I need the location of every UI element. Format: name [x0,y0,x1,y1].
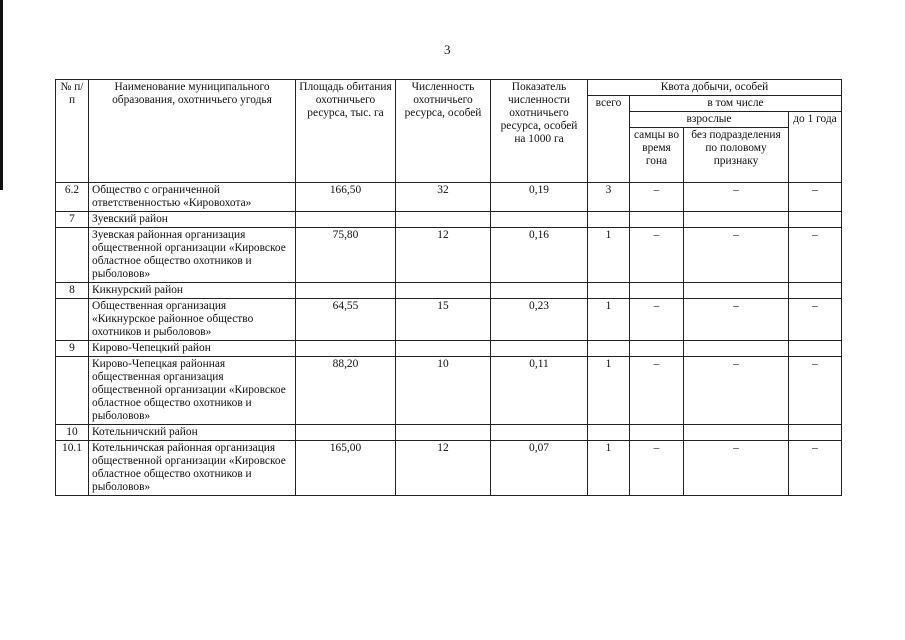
header-nosex: без подразделения по половому признаку [684,128,789,183]
header-including: в том числе [630,96,842,112]
table-row [56,425,842,441]
cell-males: – [630,228,684,283]
cell-males: – [630,183,684,212]
cell-num: 9 [56,341,89,357]
header-count: Численность охотничьего ресурса, особей [396,80,491,183]
header-area: Площадь обитания охотничьего ресурса, тыс. га [296,80,396,183]
cell-count: 15 [396,299,491,341]
header-num: № п/п [56,80,89,183]
cell-total [588,212,630,228]
cell-area: 165,00 [296,441,396,496]
cell-count: 12 [396,228,491,283]
cell-nosex [684,341,789,357]
cell-males: – [630,299,684,341]
cell-num: 7 [56,212,89,228]
table-row [56,212,842,228]
header-adults: взрослые [630,112,789,128]
quota-table [55,79,842,496]
table-row [56,341,842,357]
cell-density: 0,23 [491,299,588,341]
cell-name: Общественная организация «Кикнурское районное общество охотников и рыболовов» [89,299,296,341]
cell-under1: – [789,441,842,496]
cell-males: – [630,441,684,496]
header-density: Показатель численности охотничьего ресурса, особей на 1000 га [491,80,588,183]
cell-name: Кирово-Чепецкая районная общественная организация общественной организации «Кировское областное общество охотников и рыболовов» [89,357,296,425]
cell-num [56,299,89,341]
cell-density [491,341,588,357]
header-quota: Квота добычи, особей [588,80,842,96]
cell-under1: – [789,228,842,283]
cell-name: Кирово-Чепецкий район [89,341,296,357]
cell-density: 0,19 [491,183,588,212]
cell-nosex: – [684,299,789,341]
header-males: самцы во время гона [630,128,684,183]
cell-num [56,228,89,283]
scan-edge-bar [0,0,3,190]
cell-num [56,357,89,425]
cell-num: 6.2 [56,183,89,212]
cell-under1 [789,341,842,357]
cell-males [630,283,684,299]
cell-nosex: – [684,228,789,283]
cell-males [630,341,684,357]
cell-area: 75,80 [296,228,396,283]
cell-name: Котельничская районная организация общественной организации «Кировское областное общество охотников и рыболовов» [89,441,296,496]
cell-area [296,425,396,441]
cell-nosex [684,212,789,228]
cell-total [588,425,630,441]
cell-density: 0,16 [491,228,588,283]
cell-males [630,212,684,228]
cell-name: Зуевский район [89,212,296,228]
cell-count [396,425,491,441]
cell-under1 [789,212,842,228]
cell-density [491,425,588,441]
cell-area: 166,50 [296,183,396,212]
cell-density: 0,11 [491,357,588,425]
cell-males: – [630,357,684,425]
cell-total: 1 [588,228,630,283]
header-name: Наименование муниципального образования, охотничьего угодья [89,80,296,183]
cell-under1: – [789,357,842,425]
cell-total: 1 [588,299,630,341]
table-row [56,357,842,425]
cell-num: 10.1 [56,441,89,496]
cell-density [491,212,588,228]
cell-total: 1 [588,441,630,496]
header-under1: до 1 года [789,112,842,183]
cell-count [396,283,491,299]
cell-nosex: – [684,441,789,496]
cell-nosex: – [684,183,789,212]
cell-area: 64,55 [296,299,396,341]
table-row [56,283,842,299]
cell-under1 [789,283,842,299]
cell-count: 10 [396,357,491,425]
table-row [56,183,842,212]
cell-males [630,425,684,441]
cell-name: Кикнурский район [89,283,296,299]
cell-total: 1 [588,357,630,425]
header-row-1 [56,80,842,96]
cell-num: 10 [56,425,89,441]
cell-nosex [684,283,789,299]
header-total: всего [588,96,630,183]
cell-name: Котельничский район [89,425,296,441]
table-row [56,228,842,283]
cell-num: 8 [56,283,89,299]
cell-under1 [789,425,842,441]
page-number: 3 [444,42,451,57]
cell-density [491,283,588,299]
cell-count: 12 [396,441,491,496]
cell-area [296,341,396,357]
cell-count [396,212,491,228]
table-row [56,441,842,496]
cell-total [588,341,630,357]
cell-area: 88,20 [296,357,396,425]
cell-nosex [684,425,789,441]
cell-area [296,283,396,299]
cell-count: 32 [396,183,491,212]
cell-nosex: – [684,357,789,425]
cell-total: 3 [588,183,630,212]
cell-total [588,283,630,299]
cell-area [296,212,396,228]
table-body [56,183,842,496]
table-row [56,299,842,341]
cell-name: Зуевская районная организация общественной организации «Кировское областное общество охотников и рыболовов» [89,228,296,283]
cell-count [396,341,491,357]
cell-under1: – [789,299,842,341]
cell-name: Общество с ограниченной ответственностью «Кировохота» [89,183,296,212]
cell-under1: – [789,183,842,212]
cell-density: 0,07 [491,441,588,496]
